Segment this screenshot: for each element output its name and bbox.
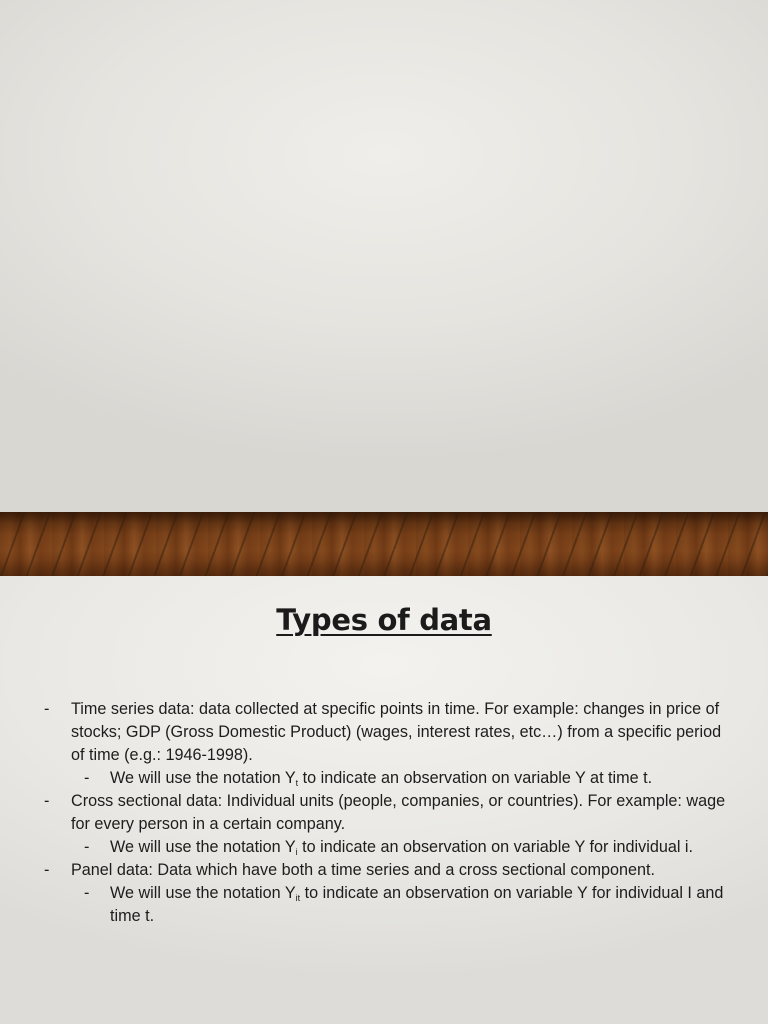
- slide-content: [44, 698, 734, 928]
- sub-bullet-marker: -: [84, 769, 90, 787]
- bullet-text: Cross sectional data: Individual units (people, companies, or countries). For example: wage for every person in a certain company.: [71, 792, 726, 833]
- notation-text-after: to indicate an observation on variable Y at time t.: [298, 769, 653, 787]
- bullet-text: Time series data: data collected at specific points in time. For example: changes in price of stocks; GDP (Gross Domestic Product) (wages, interest rates, etc…) from a specific period of time (e.g.: 1946-1998).: [71, 700, 722, 764]
- notation-subscript: t: [295, 778, 299, 788]
- bullet-text: Panel data: Data which have both a time series and a cross sectional component.: [71, 861, 655, 879]
- sub-bullet-cross-sectional-notation: [44, 836, 734, 859]
- sub-bullet-marker: -: [84, 838, 90, 856]
- notation-text-after: to indicate an observation on variable Y for individual i.: [297, 838, 694, 856]
- bullet-marker: -: [44, 861, 50, 879]
- notation-text-before: We will use the notation Y: [110, 838, 296, 856]
- notation-subscript: it: [295, 893, 301, 903]
- sub-bullet-time-series-notation: [44, 767, 734, 790]
- sub-bullet-marker: -: [84, 884, 90, 902]
- sub-bullet-panel-notation: [44, 882, 734, 928]
- slide-title: Types of data: [276, 603, 492, 637]
- notation-text-before: We will use the notation Y: [110, 769, 296, 787]
- notation-text-after: to indicate an observation on variable Y for individual I and time t.: [110, 884, 724, 925]
- bullet-marker: -: [44, 700, 50, 718]
- bullet-marker: -: [44, 792, 50, 810]
- bullet-panel-data: [44, 859, 734, 882]
- notation-text-before: We will use the notation Y: [110, 884, 296, 902]
- bullet-time-series: [44, 698, 734, 767]
- bullet-cross-sectional: [44, 790, 734, 836]
- wood-floor-decoration: [0, 512, 768, 576]
- notation-subscript: i: [295, 847, 298, 857]
